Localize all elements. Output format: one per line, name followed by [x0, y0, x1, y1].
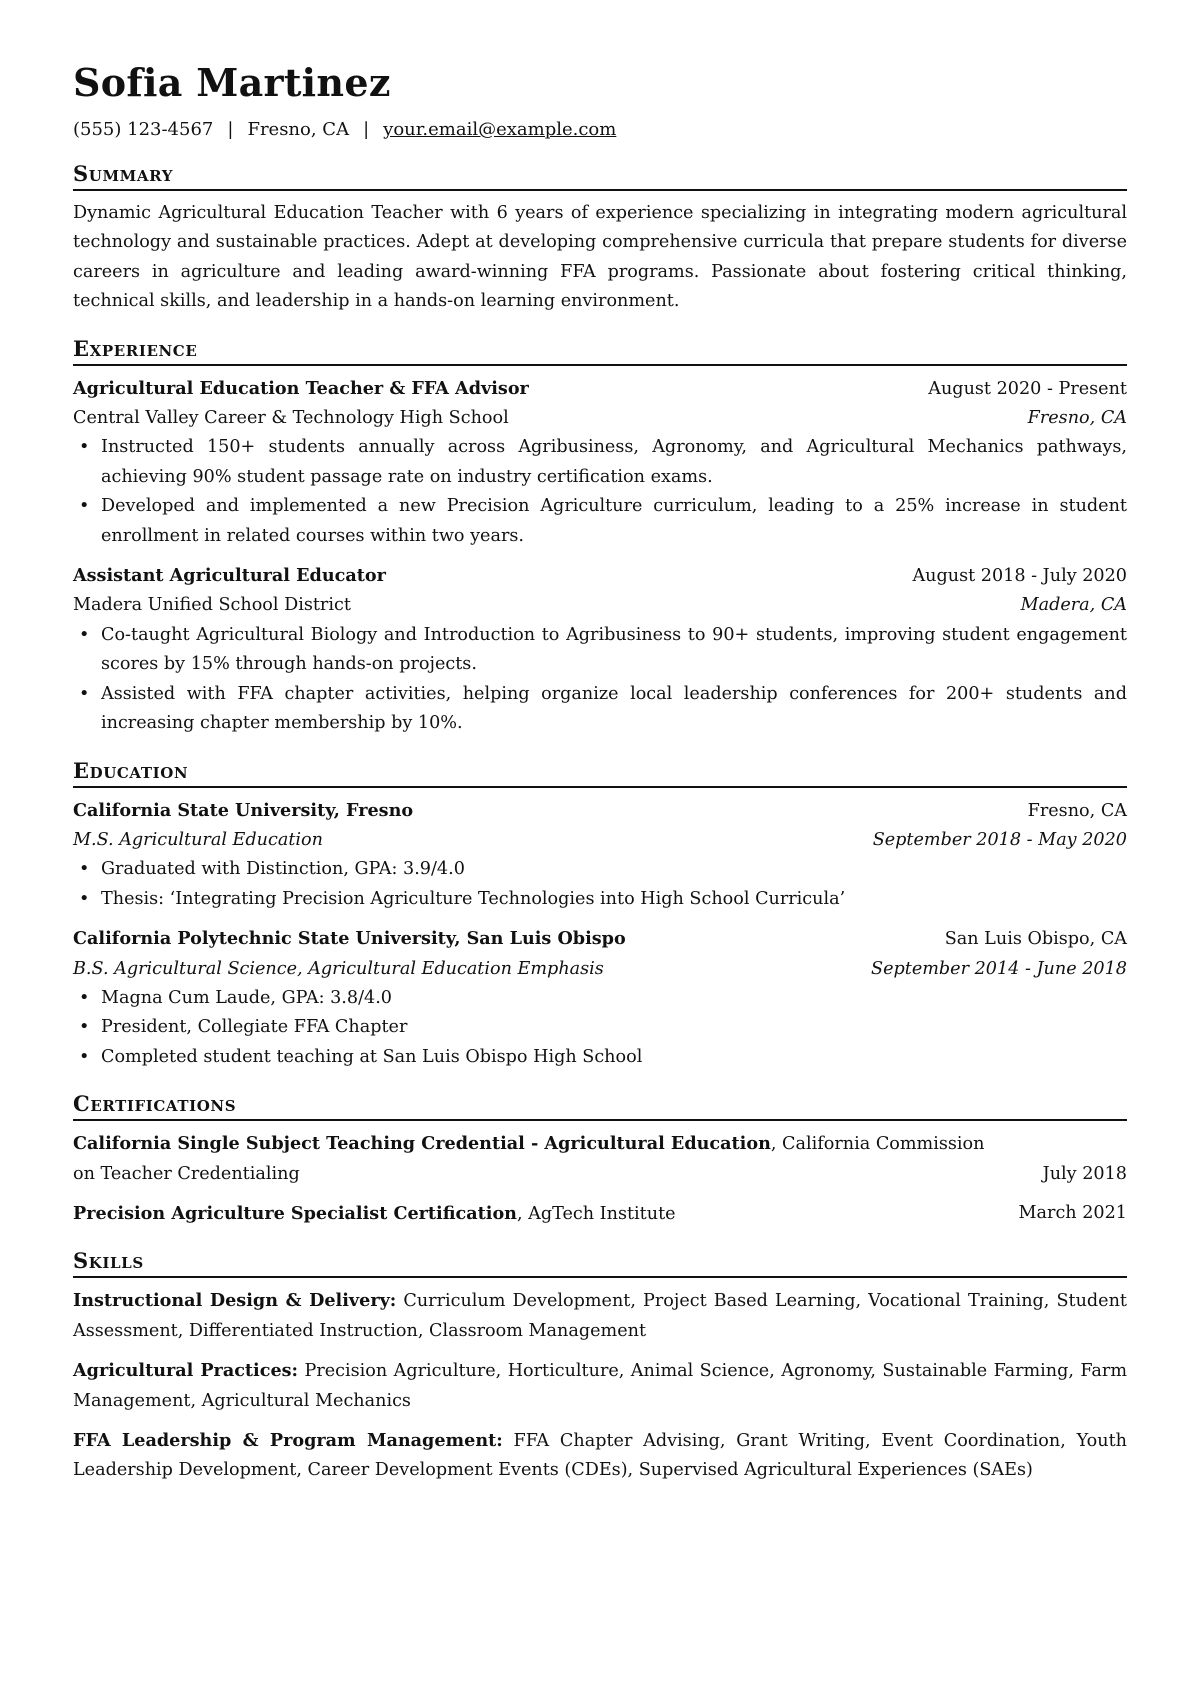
location: Fresno, CA [247, 119, 350, 140]
school-location: Fresno, CA [1027, 800, 1127, 821]
candidate-name: Sofia Martinez [73, 60, 391, 105]
certification-date: March 2021 [1018, 1202, 1127, 1223]
job-location: Fresno, CA [1027, 408, 1127, 429]
school-location: San Luis Obispo, CA [944, 929, 1127, 950]
phone-number: (555) 123-4567 [73, 119, 214, 140]
bullet-icon: • [79, 1017, 90, 1038]
skill-group-label: Instructional Design & Delivery: [73, 1290, 397, 1312]
summary-text: Dynamic Agricultural Education Teacher with 6 years of experience specializing in integrating modern agricultural technology and sustainable practices. Adept at developing comprehensive curricula that prepare students for diverse careers in agriculture and leading award-winning FFA programs. Passionate about fostering critical thinking, technical skills, and leadership in a hands-on learning environment. [73, 203, 1127, 312]
certification-entry [73, 1129, 1127, 1189]
certification-date: July 2018 [1042, 1163, 1127, 1184]
skill-group-label: FFA Leadership & Program Management: [73, 1430, 503, 1451]
list-item: • Instructed 150+ students annually across Agribusiness, Agronomy, and Agricultural Mechanics pathways, achieving 90% student passage rate on industry certification exams. [73, 433, 1127, 492]
job-title: Agricultural Education Teacher & FFA Advisor [73, 377, 529, 399]
section-title-summary: Summary [73, 160, 1127, 191]
skill-group-items: Precision Agriculture, Horticulture, Animal Science, Agronomy, Sustainable Farming, Farm Management, Agricultural Mechanics [73, 1361, 1128, 1411]
degree: B.S. Agricultural Science, Agricultural Education Emphasis [73, 958, 604, 979]
education-bullets [73, 984, 1127, 1072]
education-dates: September 2014 - June 2018 [871, 958, 1127, 979]
list-item: • Graduated with Distinction, GPA: 3.9/4.0 [73, 855, 1127, 884]
certifications-section [73, 1090, 1127, 1229]
bullet-icon: • [79, 437, 90, 458]
list-item: • Assisted with FFA chapter activities, helping organize local leadership conferences for 200+ students and increasing chapter membership by 10%. [73, 680, 1127, 739]
summary-section [73, 160, 1127, 317]
experience-section [73, 335, 1127, 739]
skill-group [73, 1286, 1127, 1346]
certification-name: Precision Agriculture Specialist Certification [73, 1202, 517, 1224]
education-entry [73, 924, 1127, 1072]
contact-line [73, 118, 1127, 142]
section-title-certifications: Certifications [73, 1090, 1127, 1121]
job-organization: Madera Unified School District [73, 595, 351, 616]
bullet-icon: • [79, 496, 90, 517]
education-dates: September 2018 - May 2020 [872, 829, 1127, 850]
certification-entry [73, 1199, 1127, 1229]
job-entry [73, 561, 1127, 738]
bullet-icon: • [79, 1046, 90, 1067]
separator: | [363, 119, 370, 140]
separator: | [227, 119, 234, 140]
degree: M.S. Agricultural Education [73, 829, 323, 850]
education-bullets [73, 855, 1127, 914]
resume-page [73, 58, 1127, 1496]
certification-name: California Single Subject Teaching Credential - Agricultural Education [73, 1133, 771, 1155]
education-section [73, 757, 1127, 1073]
skill-group-items: FFA Chapter Advising, Grant Writing, Event Coordination, Youth Leadership Development, Career Development Events (CDEs), Supervised Agricultural Experiences (SAEs) [73, 1431, 1127, 1481]
bullet-icon: • [79, 624, 90, 645]
school-name: California State University, Fresno [73, 799, 414, 821]
certification-issuer: , AgTech Institute [516, 1203, 676, 1224]
email-link[interactable]: your.email@example.com [383, 119, 617, 140]
job-bullets [73, 433, 1127, 551]
job-entry [73, 374, 1127, 551]
job-bullets [73, 621, 1127, 739]
job-organization: Central Valley Career & Technology High School [73, 408, 509, 429]
bullet-icon: • [79, 683, 90, 704]
list-item: • Co-taught Agricultural Biology and Introduction to Agribusiness to 90+ students, improving student engagement scores by 15% through hands-on projects. [73, 621, 1127, 680]
certification-issuer-cont: on Teacher Credentialing [73, 1163, 300, 1184]
job-location: Madera, CA [1020, 595, 1127, 616]
job-dates: August 2020 - Present [928, 378, 1127, 399]
certification-issuer: , California Commission [770, 1134, 985, 1155]
list-item: • Magna Cum Laude, GPA: 3.8/4.0 [73, 984, 1127, 1013]
section-title-experience: Experience [73, 335, 1127, 366]
bullet-icon: • [79, 888, 90, 909]
section-title-education: Education [73, 757, 1127, 788]
job-title: Assistant Agricultural Educator [73, 565, 386, 587]
job-dates: August 2018 - July 2020 [912, 566, 1127, 587]
skill-group-label: Agricultural Practices: [73, 1360, 299, 1382]
section-title-skills: Skills [73, 1247, 1127, 1278]
education-entry [73, 796, 1127, 915]
skill-group [73, 1426, 1127, 1486]
list-item: • President, Collegiate FFA Chapter [73, 1013, 1127, 1042]
list-item: • Completed student teaching at San Luis Obispo High School [73, 1043, 1127, 1072]
school-name: California Polytechnic State University, San Luis Obispo [73, 928, 626, 950]
skill-group-items: Curriculum Development, Project Based Learning, Vocational Training, Student Assessment, Differentiated Instruction, Classroom Management [73, 1291, 1127, 1341]
list-item: • Developed and implemented a new Precision Agriculture curriculum, leading to a 25% increase in student enrollment in related courses within two years. [73, 492, 1127, 551]
bullet-icon: • [79, 859, 90, 880]
list-item: • Thesis: ‘Integrating Precision Agriculture Technologies into High School Curricula’ [73, 885, 1127, 914]
skills-section [73, 1247, 1127, 1485]
skill-group [73, 1356, 1127, 1416]
bullet-icon: • [79, 987, 90, 1008]
